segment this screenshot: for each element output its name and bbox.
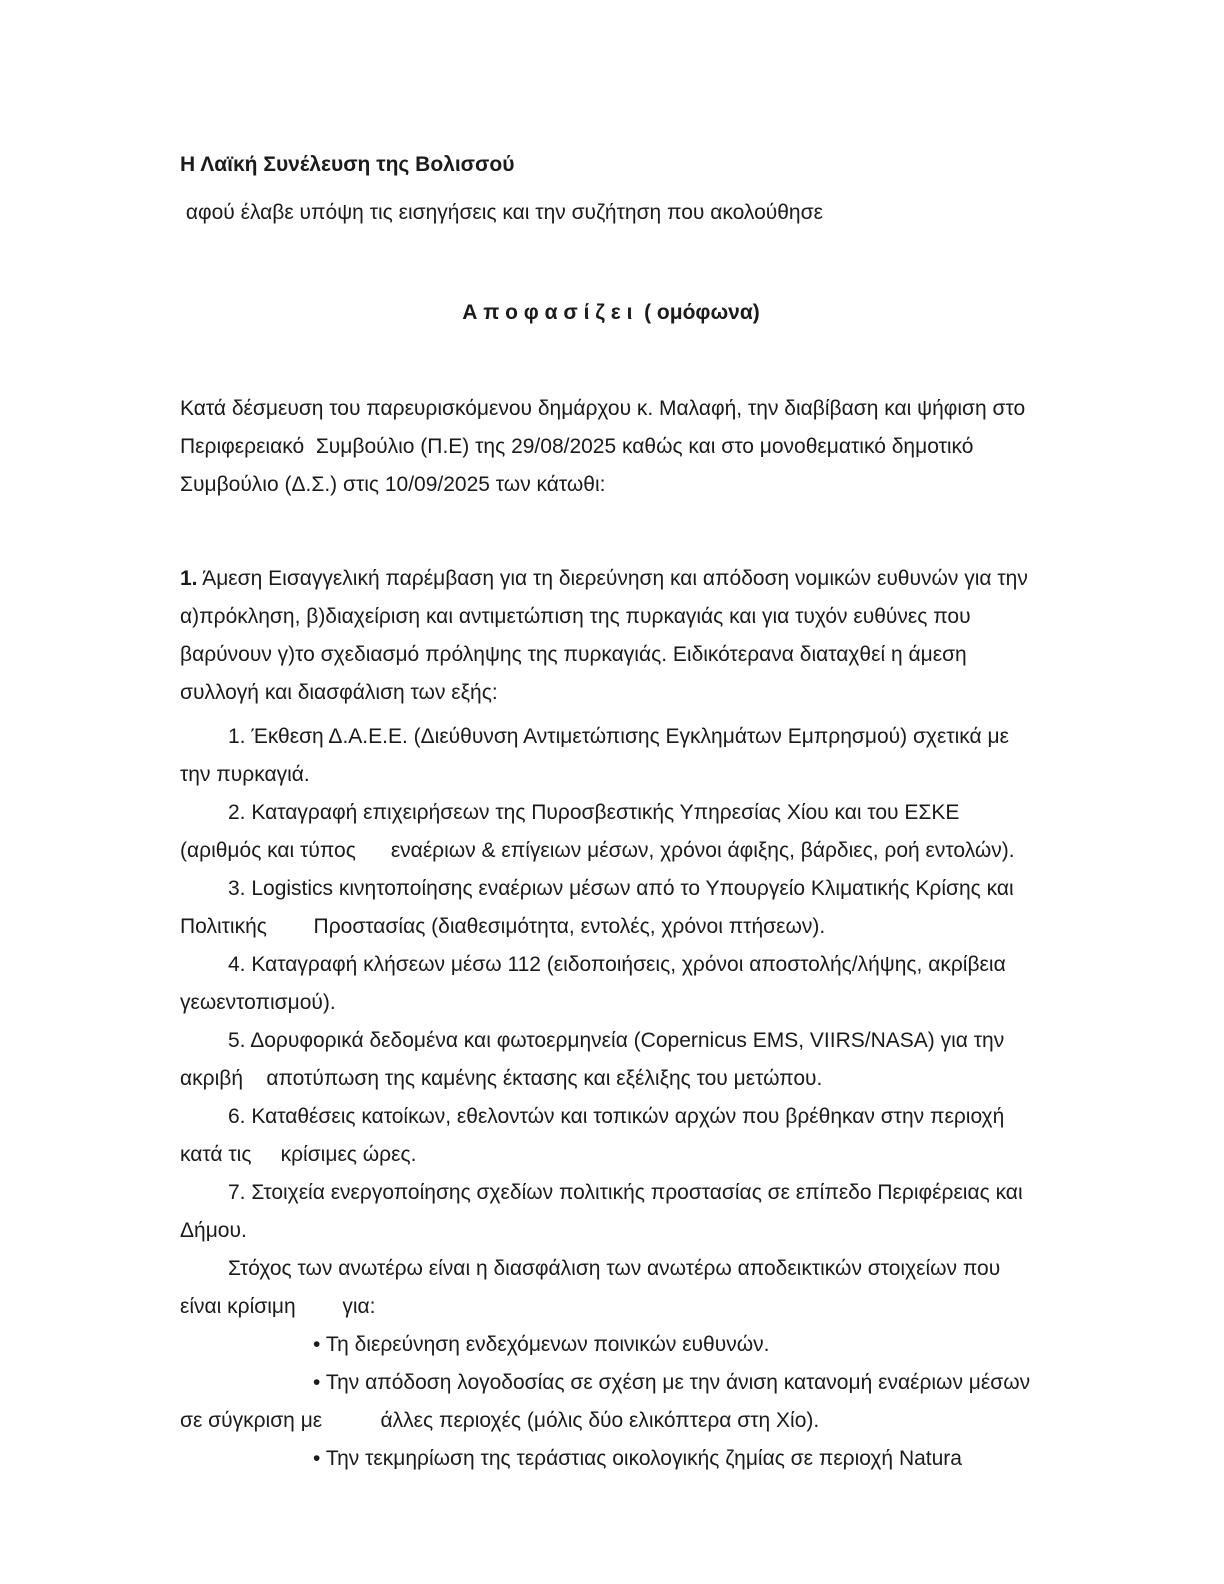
intro-line: αφού έλαβε υπόψη τις εισηγήσεις και την συζήτηση που ακολούθησε [180,201,823,224]
numbered-item-2: 2. Καταγραφή επιχειρήσεων της Πυροσβεστικής Υπηρεσίας Χίου και του ΕΣΚΕ (αριθμός και τύπος εναέριων & επίγειων μέσων, χρόνοι άφιξης, βάρδιες, ροή εντολών). [180,801,1015,862]
bullet-item-1-text: Τη διερεύνηση ενδεχόμενων ποινικών ευθυνών. [320,1333,770,1356]
numbered-item-6: 6. Καταθέσεις κατοίκων, εθελοντών και τοπικών αρχών που βρέθηκαν στην περιοχή κατά τις κρίσιμες ώρες. [180,1105,1011,1166]
bullet-icon: • [313,1447,321,1470]
numbered-item-5: 5. Δορυφορικά δεδομένα και φωτοερμηνεία (Copernicus EMS, VIIRS/NASA) για την ακριβή αποτύπωση της καμένης έκτασης και εξέλιξης του μετώπου. [180,1029,1011,1090]
goal-paragraph: Στόχος των ανωτέρω είναι η διασφάλιση των ανωτέρω αποδεικτικών στοιχείων που είναι κρίσιμη για: [180,1257,1007,1318]
bullet-item-3 [180,1440,1042,1478]
decision-heading: Α π ο φ α σ ί ζ ε ι ( ομόφωνα) [462,301,760,324]
numbered-item-4: 4. Καταγραφή κλήσεων μέσω 112 (ειδοποιήσεις, χρόνοι αποστολής/λήψης, ακρίβεια γεωεντοπισμού). [180,953,1041,1014]
document-title: Η Λαϊκή Συνέλευση της Βολισσού [180,153,515,176]
commitment-paragraph: Κατά δέσμευση του παρευρισκόμενου δημάρχου κ. Μαλαφή, την διαβίβαση και ψήφιση στο Περιφερειακό Συμβούλιο (Π.Ε) της 29/08/2025 καθώς και στο μονοθεματικό δημοτικό Συμβούλιο (Δ.Σ.) στις 10/09/2025 των κάτωθι: [180,397,1031,496]
measure-1-text: Άμεση Εισαγγελική παρέμβαση για τη διερεύνηση και απόδοση νομικών ευθυνών για την α)πρόκληση, β)διαχείριση και αντιμετώπιση της πυρκαγιάς και για τυχόν ευθύνες που βαρύνουν γ)το σχεδιασμό πρόληψης της πυρκαγιάς. Ειδικότερανα διαταχθεί η άμεση συλλογή και διασφάλιση των εξής: [180,567,1034,704]
bullet-icon: • [313,1333,321,1356]
measure-1-number: 1. [180,567,198,590]
numbered-item-3: 3. Logistics κινητοποίησης εναέριων μέσων από το Υπουργείο Κλιματικής Κρίσης και Πολιτικής Προστασίας (διαθεσιμότητα, εντολές, χρόνοι πτήσεων). [180,877,1020,938]
measure-1-paragraph [180,560,1042,712]
bullet-item-2-text: Την απόδοση λογοδοσίας σε σχέση με την άνιση κατανομή εναέριων μέσων σε σύγκριση με άλλες περιοχές (μόλις δύο ελικόπτερα στη Χίο). [180,1371,1036,1432]
bullet-item-2 [180,1364,1042,1440]
numbered-item-7: 7. Στοιχεία ενεργοποίησης σχεδίων πολιτικής προστασίας σε επίπεδο Περιφέρειας και Δήμου. [180,1181,1028,1242]
bullet-item-1 [180,1326,1042,1364]
numbered-item-1: 1. Έκθεση Δ.Α.Ε.Ε. (Διεύθυνση Αντιμετώπισης Εγκλημάτων Εμπρησμού) σχετικά με την πυρκαγιά. [180,725,1015,786]
bullet-icon: • [313,1371,321,1394]
bullet-item-3-text: Την τεκμηρίωση της τεράστιας οικολογικής ζημίας σε περιοχή Natura [320,1447,962,1470]
